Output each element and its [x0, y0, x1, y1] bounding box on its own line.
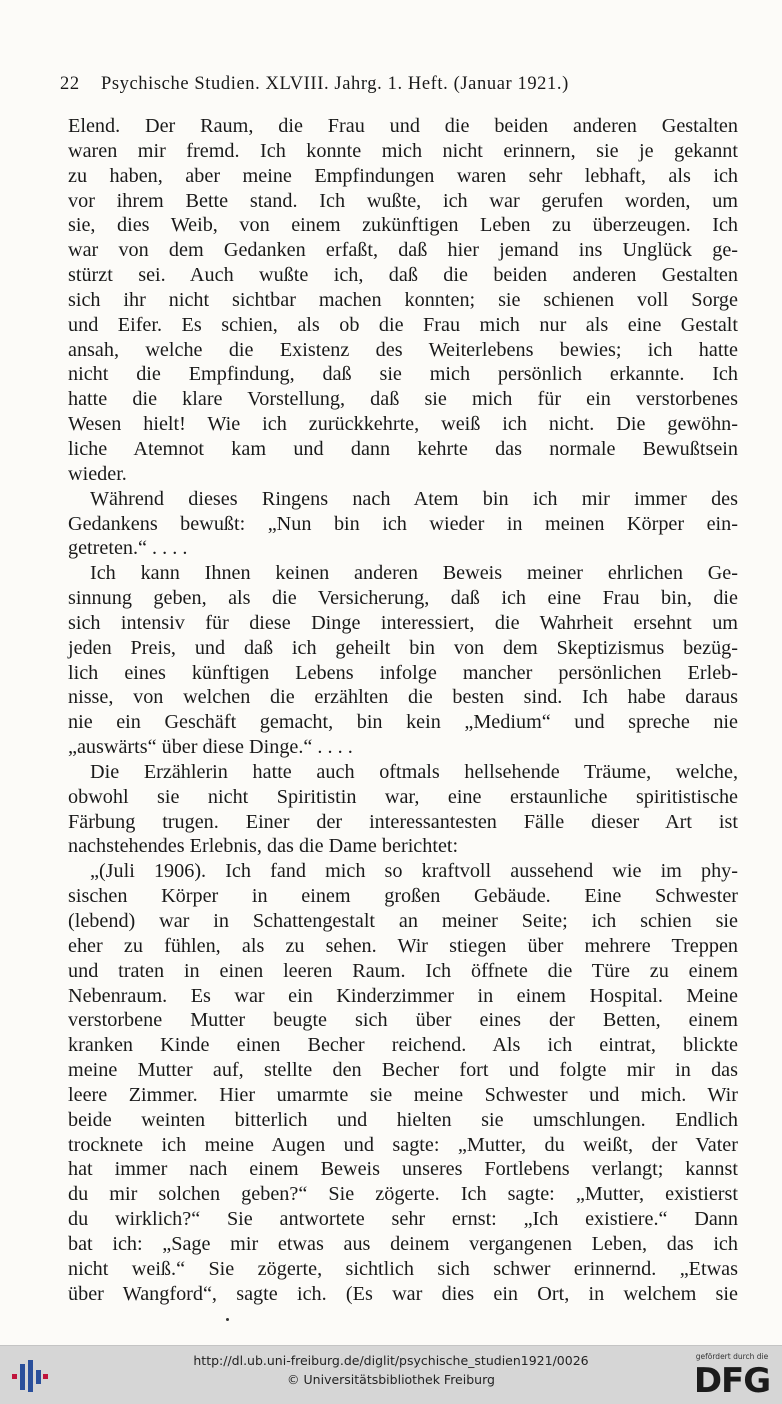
- text-line: Ich kann Ihnen keinen anderen Beweis meiner ehrlichen Ge-: [90, 562, 738, 585]
- text-line: vor ihrem Bette stand. Ich wußte, ich war gerufen worden, um: [68, 189, 738, 212]
- text-line: bat ich: „Sage mir etwas aus deinem vergangenen Leben, das ich: [68, 1232, 738, 1255]
- dfg-logo-text: DFG: [693, 1361, 771, 1401]
- stray-dot-mark: [226, 1318, 229, 1321]
- text-line: ansah, welche die Existenz des Weiterlebens bewies; ich hatte: [68, 338, 738, 361]
- text-line: du wirklich?“ Sie antwortete sehr ernst: „Ich existiere.“ Dann: [68, 1208, 738, 1231]
- text-line: über Wangford“, sagte ich. (Es war dies ein Ort, in welchem sie: [68, 1282, 738, 1305]
- text-line: war von dem Gedanken erfaßt, daß hier jemand ins Unglück ge-: [68, 239, 738, 262]
- text-line: nachstehendes Erlebnis, das die Dame berichtet:: [68, 835, 459, 858]
- text-line: sich intensiv für diese Dinge interessiert, die Wahrheit ersehnt um: [68, 611, 738, 634]
- text-line: kranken Kinde einen Becher reichend. Als ich eintrat, blickte: [68, 1034, 738, 1057]
- text-line: stürzt sei. Auch wußte ich, daß die beiden anderen Gestalten: [68, 264, 738, 287]
- text-line: leere Zimmer. Hier umarmte sie meine Schwester und mich. Wir: [68, 1083, 738, 1106]
- text-line: sie, dies Weib, von einem zukünftigen Leben zu überzeugen. Ich: [68, 214, 738, 237]
- text-line: wieder.: [68, 462, 127, 485]
- dfg-logo: [690, 1352, 774, 1400]
- text-line: trocknete ich meine Augen und sagte: „Mutter, du weißt, der Vater: [68, 1133, 738, 1156]
- text-line: hat immer nach einem Beweis unseres Fortlebens verlangt; kannst: [68, 1158, 738, 1181]
- text-line: Während dieses Ringens nach Atem bin ich mir immer des: [90, 487, 738, 510]
- text-line: Gedankens bewußt: „Nun bin ich wieder in meinen Körper ein-: [68, 512, 738, 535]
- text-line: beide weinten bitterlich und hielten sie umschlungen. Endlich: [68, 1108, 738, 1131]
- body-text: [68, 114, 738, 1307]
- text-line: sich ihr nicht sichtbar machen konnten; sie schienen voll Sorge: [68, 288, 738, 311]
- text-line: du mir solchen geben?“ Sie zögerte. Ich sagte: „Mutter, existierst: [68, 1183, 738, 1206]
- text-line: lich eines künftigen Lebens infolge mancher persönlichen Erleb-: [68, 661, 738, 684]
- text-line: waren mir fremd. Ich konnte mich nicht erinnern, sie je gekannt: [68, 139, 738, 162]
- text-line: sinnung geben, als die Versicherung, daß ich eine Frau bin, die: [68, 587, 738, 610]
- copyright-notice: © Universitätsbibliothek Freiburg: [287, 1372, 495, 1387]
- text-line: Nebenraum. Es war ein Kinderzimmer in einem Hospital. Meine: [68, 984, 738, 1007]
- dfg-tagline: gefördert durch die: [695, 1352, 769, 1361]
- text-line: und Eifer. Es schien, als ob die Frau mich nur als eine Gestalt: [68, 313, 738, 336]
- text-line: Elend. Der Raum, die Frau und die beiden anderen Gestalten: [68, 115, 738, 137]
- text-line: nicht die Empfindung, daß sie mich persönlich erkannte. Ich: [68, 363, 738, 386]
- text-line: hatte die klare Vorstellung, daß sie mich für ein verstorbenes: [68, 388, 738, 411]
- text-line: nie ein Geschäft gemacht, bin kein „Medium“ und spreche nie: [68, 711, 738, 734]
- text-line: obwohl sie nicht Spiritistin war, eine erstaunliche spiritistische: [68, 785, 738, 808]
- text-line: meine Mutter auf, stellte den Becher fort und folgte mir in das: [68, 1059, 738, 1082]
- text-line: „auswärts“ über diese Dinge.“ . . . .: [68, 736, 353, 759]
- permalink-url[interactable]: http://dl.ub.uni-freiburg.de/diglit/psychische_studien1921/0026: [193, 1353, 589, 1368]
- text-line: Die Erzählerin hatte auch oftmals hellsehende Träume, welche,: [90, 760, 738, 783]
- page-number: 22: [60, 74, 80, 94]
- text-line: liche Atemnot kam und dann kehrte das normale Bewußtsein: [68, 437, 738, 460]
- text-line: getreten.“ . . . .: [68, 537, 188, 560]
- text-line: jeden Preis, und daß ich geheilt bin von dem Skeptizismus bezüg-: [68, 636, 738, 659]
- text-line: verstorbene Mutter beugte sich über eines der Betten, einem: [68, 1009, 738, 1032]
- text-line: (lebend) war in Schattengestalt an meiner Seite; ich schien sie: [68, 910, 738, 932]
- text-line: nisse, von welchen die erzählten die besten sind. Ich habe daraus: [68, 686, 738, 709]
- running-header: [60, 74, 750, 95]
- text-line: sischen Körper in einem großen Gebäude. Eine Schwester: [68, 885, 738, 908]
- text-line: eher zu fühlen, als zu sehen. Wir stiegen über mehrere Treppen: [68, 934, 738, 957]
- text-line: Färbung trugen. Einer der interessantesten Fälle dieser Art ist: [68, 810, 738, 833]
- text-line: zu haben, aber meine Empfindungen waren sehr lebhaft, als ich: [68, 164, 738, 187]
- viewer-footer: [0, 1345, 782, 1404]
- text-line: nicht weiß.“ Sie zögerte, sichtlich sich schwer erinnernd. „Etwas: [68, 1257, 738, 1280]
- text-line: und traten in einen leeren Raum. Ich öffnete die Türe zu einem: [68, 959, 738, 982]
- text-line: „(Juli 1906). Ich fand mich so kraftvoll aussehend wie im phy-: [90, 860, 738, 883]
- running-title: Psychische Studien. XLVIII. Jahrg. 1. Heft. (Januar 1921.): [100, 74, 569, 94]
- text-line: Wesen hielt! Wie ich zurückkehrte, weiß ich nicht. Die gewöhn-: [68, 413, 738, 436]
